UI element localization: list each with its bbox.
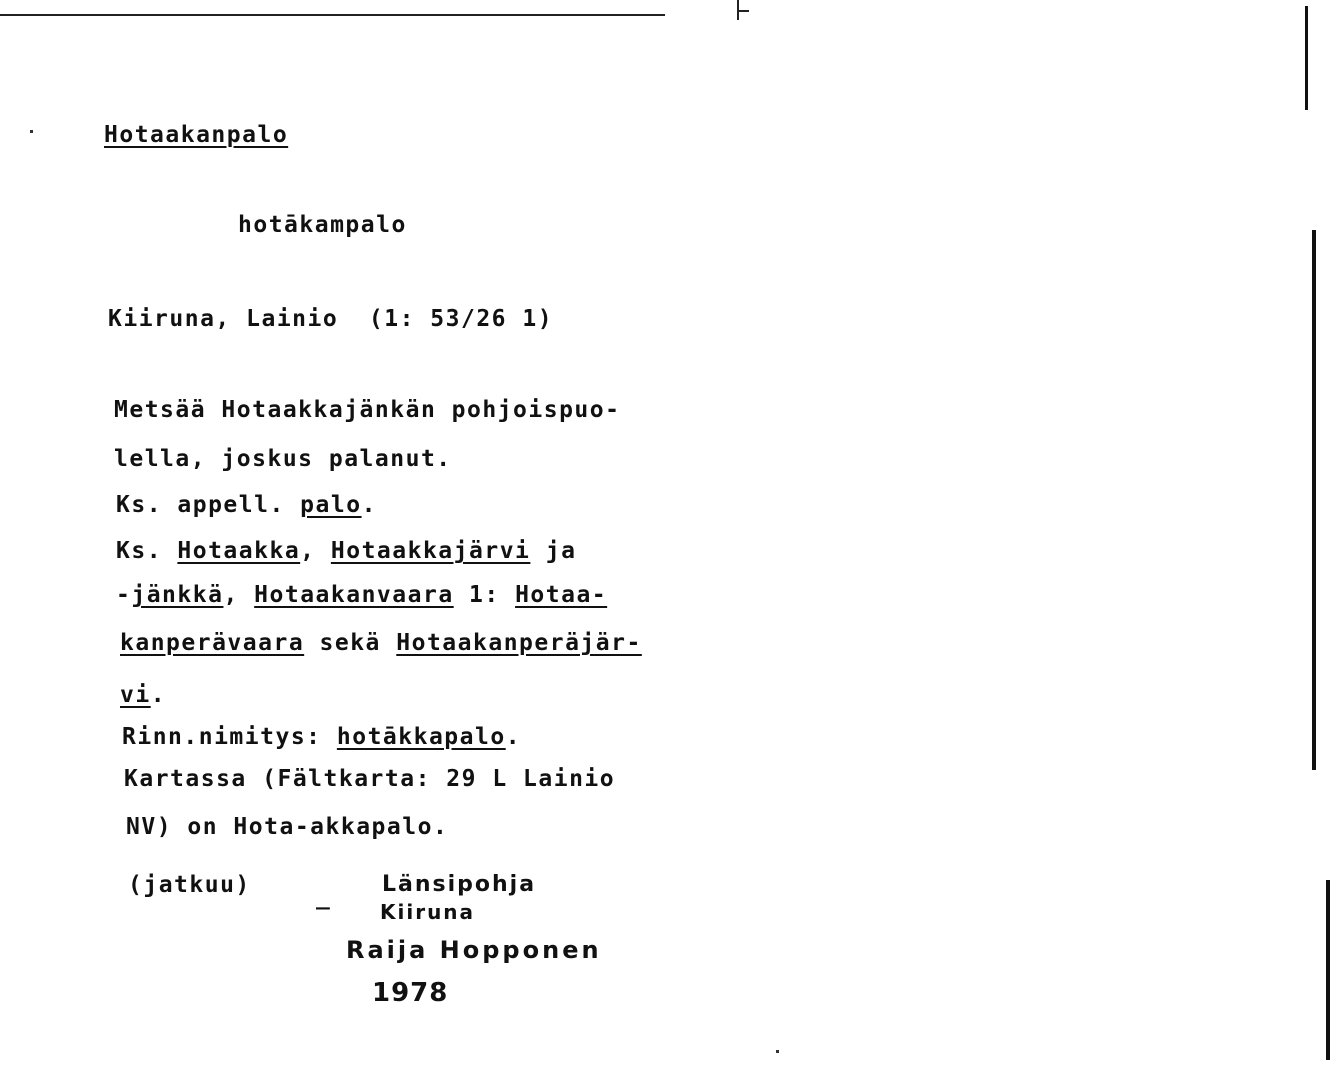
reference-link[interactable]: Hotaa- [515, 582, 608, 608]
body-line-2: lella, joskus palanut. [114, 446, 452, 472]
text: Ks. [116, 538, 178, 564]
body-line-4 [116, 538, 576, 564]
reference-link[interactable]: Hotaakanperäjär- [396, 630, 642, 656]
text: ja [530, 538, 577, 564]
stamp-collector: Raija Hopponen [346, 936, 602, 964]
reference-link[interactable]: hotākkapalo [336, 724, 506, 750]
body-line-1: Metsää Hotaakkajänkän pohjoispuo- [114, 397, 621, 423]
text: . [150, 682, 167, 708]
location-line: Kiiruna, Lainio (1: 53/26 1) [108, 306, 554, 332]
stamp-year: 1978 [372, 978, 449, 1008]
body-line-3 [116, 492, 377, 518]
body-line-8 [122, 724, 521, 750]
reference-link[interactable]: vi [120, 682, 151, 708]
stamp-place: Kiiruna [380, 900, 476, 924]
body-line-6 [120, 630, 642, 656]
text: 1: [453, 582, 516, 608]
body-line-7 [120, 682, 166, 708]
speck [30, 130, 33, 133]
reference-link[interactable]: palo [300, 492, 362, 518]
reference-link[interactable]: Hotaakkajärvi [330, 538, 531, 564]
continued-note: (jatkuu) [128, 872, 251, 898]
top-rule [0, 14, 665, 16]
reference-link[interactable]: Hotaakka [177, 538, 301, 564]
dash-mark: _ [316, 884, 332, 910]
text: sekä [304, 630, 397, 656]
text: - [116, 582, 132, 608]
body-line-9: Kartassa (Fältkarta: 29 L Lainio [124, 766, 616, 792]
pronunciation: hotākampalo [238, 212, 407, 238]
reference-link[interactable]: jänkkä [131, 582, 224, 608]
text: . [505, 724, 522, 750]
text: , [300, 538, 331, 564]
corner-mark-arm [737, 10, 749, 12]
text: Ks. appell. [116, 492, 301, 518]
card-edge [1312, 230, 1316, 770]
entry-title: Hotaakanpalo [104, 122, 289, 148]
card-edge [1326, 880, 1330, 1060]
reference-link[interactable]: Hotaakanvaara [254, 582, 454, 608]
reference-link[interactable]: kanperävaara [120, 630, 305, 656]
text: . [361, 492, 377, 518]
body-line-10: NV) on Hota-akkapalo. [126, 814, 449, 840]
body-line-5 [116, 582, 607, 608]
speck [776, 1050, 779, 1053]
text: Rinn.nimitys: [122, 724, 337, 750]
text: , [223, 582, 255, 608]
card-edge [1305, 6, 1308, 110]
stamp-region: Länsipohja [382, 872, 537, 897]
